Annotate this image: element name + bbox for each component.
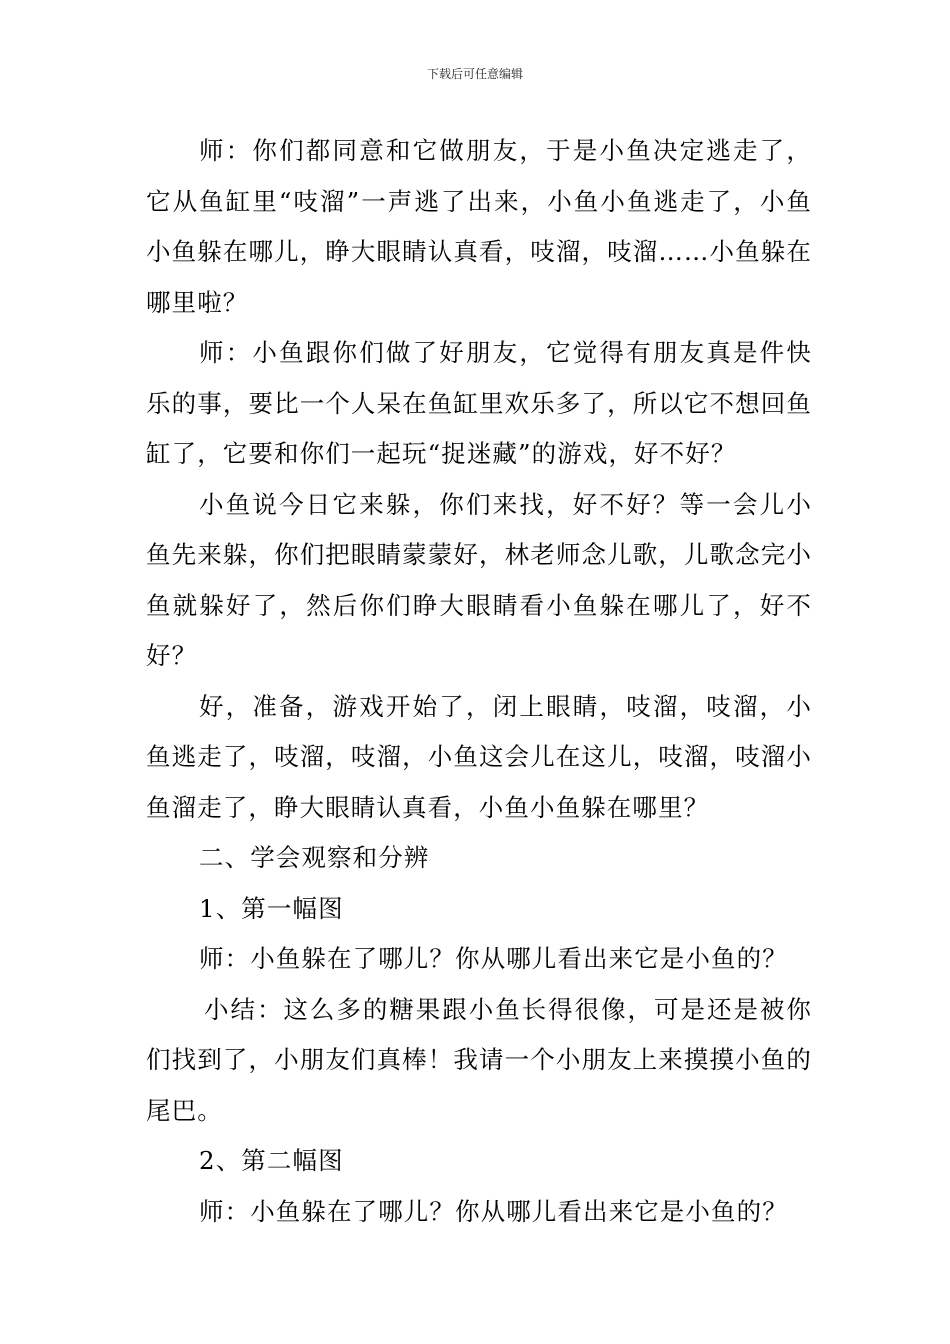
document-body xyxy=(146,126,812,1237)
paragraph-hide-and-seek: 师：小鱼跟你们做了好朋友，它觉得有朋友真是件快乐的事，要比一个人呆在鱼缸里欢乐多了，所以它不想回鱼缸了，它要和你们一起玩“捉迷藏”的游戏，好不好？ xyxy=(146,338,812,468)
paragraph-game-rules: 小鱼说今日它来躲，你们来找，好不好？等一会儿小鱼先来躲，你们把眼睛蒙蒙好，林老师念儿歌，儿歌念完小鱼就躲好了，然后你们睁大眼睛看小鱼躲在哪儿了，好不好？ xyxy=(146,489,812,670)
paragraph-summary: 小结：这么多的糖果跟小鱼长得很像，可是还是被你们找到了，小朋友们真棒！我请一个小朋友上来摸摸小鱼的尾巴。 xyxy=(146,994,812,1125)
paragraph-question-1: 师：小鱼躲在了哪儿？你从哪儿看出来它是小鱼的？ xyxy=(199,944,788,973)
subheading-second-picture: 2、第二幅图 xyxy=(199,1146,344,1175)
paragraph-question-2: 师：小鱼躲在了哪儿？你从哪儿看出来它是小鱼的？ xyxy=(199,1196,788,1226)
section-heading-observe: 二、学会观察和分辨 xyxy=(199,843,430,872)
page-header: 下载后可任意编辑 xyxy=(426,67,523,81)
paragraph-game-start: 好，准备，游戏开始了，闭上眼睛，吱溜，吱溜，小鱼逃走了，吱溜，吱溜，小鱼这会儿在这儿，吱溜，吱溜小鱼溜走了，睁大眼睛认真看，小鱼小鱼躲在哪里？ xyxy=(146,691,812,822)
paragraph-fish-escapes: 师：你们都同意和它做朋友，于是小鱼决定逃走了，它从鱼缸里“吱溜”一声逃了出来，小鱼小鱼逃走了，小鱼小鱼躲在哪儿，睁大眼睛认真看，吱溜，吱溜……小鱼躲在哪里啦？ xyxy=(146,136,812,317)
subheading-first-picture: 1、第一幅图 xyxy=(199,893,344,923)
